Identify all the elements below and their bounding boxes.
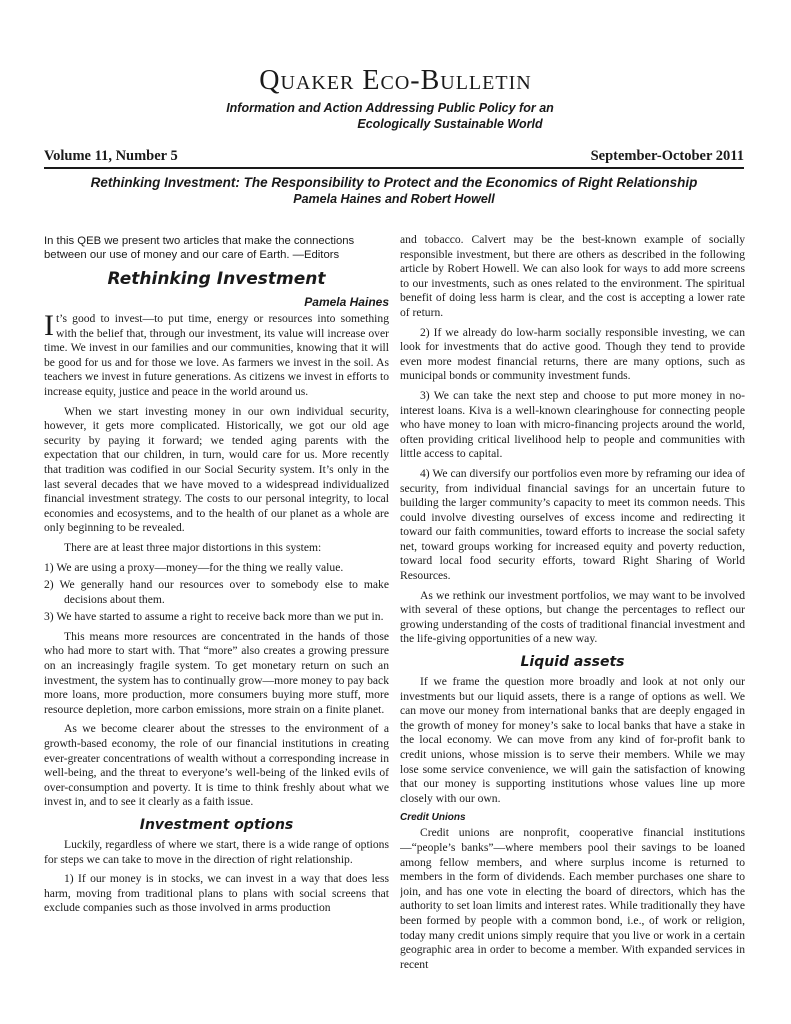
list-item: 3) We have started to assume a right to receive back more than we put in. (44, 610, 384, 624)
drop-cap: I (44, 309, 54, 342)
tagline-line-2: Ecologically Sustainable World (357, 117, 543, 131)
paragraph: There are at least three major distortions in this system: (64, 540, 322, 554)
issue-date: September-October 2011 (590, 148, 744, 164)
paragraph: This means more resources are concentrated in the hands of those who had more to start with. That “more” also creates a growing pressure on an increasingly fragile system. To get monetary return on such an investment, the system has to continually grow—more money to pay back more loans, more production, more consumers buying more stuff, more resource depletion, more carbon emissions, more strain on a finite planet. (44, 629, 389, 716)
section-title-investment-options: Investment options (139, 817, 294, 833)
paragraph: 4) We can diversify our portfolios even more by reframing our idea of security, from individual financial savings for an uncertain future to building the larger community’s capacity to meet its common needs. This could involve divesting ourselves of excess income and redirecting it toward our faith communities, toward efforts to increase the social safety net, toward groups working for increased equity and poverty reduction, toward local food security efforts, toward Right Sharing of World Resources. (400, 466, 745, 583)
editors-intro: In this QEB we present two articles that make the connections between our use of money and our care of Earth. —Editors (44, 235, 355, 261)
paragraph: 2) If we already do low-harm socially responsible investing, we can look for investments that do active good. Though they tend to provide even more modest financial returns, there are many options, such as municipal bonds or community investment funds. (400, 325, 745, 383)
issue-headline (44, 174, 744, 208)
tagline-line-1: Information and Action Addressing Public Policy for an (226, 101, 554, 115)
paragraph: and tobacco. Calvert may be the best-known example of socially responsible investment, but there are others as described in the following article by Robert Howell. We can also look for ways to add more screens to our investments, such as ones related to the environment. The spiritual benefit of doing less harm is clear, and the cost is accepting a lower rate of return. (400, 233, 745, 319)
headline-authors: Pamela Haines and Robert Howell (293, 192, 495, 206)
section-title-rethinking-investment: Rethinking Investment (107, 269, 326, 289)
list-item: 1) We are using a proxy—money—for the thing we really value. (44, 560, 344, 574)
section-title-liquid-assets: Liquid assets (520, 654, 625, 671)
paragraph: When we start investing money in our own individual security, however, it gets more complicated. Historically, we got our old age security by paying it forward; we tended aging parents with the expectation that our children, in turn, would care for us. More recently that tradition was codified in our Social Security system. It’s only in the last several decades that we have moved to a widespread individualized financial investment strategy. The costs to our personal integrity, to local economies and ecosystems, and to the health of our planet as a whole are only beginning to be revealed. (44, 404, 389, 535)
paragraph: 1) If our money is in stocks, we can invest in a way that does less harm, moving from traditional plans to plans with social screens that exclude companies such as those involved in arms production (44, 872, 389, 915)
right-column (400, 233, 745, 1021)
headline-title: Rethinking Investment: The Responsibility to Protect and the Economics of Right Relationship (90, 175, 698, 190)
newsletter-tagline (150, 100, 630, 132)
subhead-credit-unions: Credit Unions (400, 812, 466, 824)
left-column (44, 234, 389, 1022)
volume-number: Volume 11, Number 5 (44, 148, 178, 164)
header-divider (44, 167, 744, 169)
paragraph: If we frame the question more broadly and look at not only our investments but our liquid assets, there is a range of options as well. We can move our money from international banks that are deeply engaged in the growth of money for money’s sake to local banks that have a stake in the local economy. We can move from any kind of for-profit bank to credit unions, whose mission is to serve their members. While we may lose some service convenience, we will gain the satisfaction of knowing that our money is supporting institutions whose values line up more closely with our own. (400, 675, 745, 805)
paragraph: 3) We can take the next step and choose to put more money in no-interest loans. Kiva is a well-known clearinghouse for connecting people who have money to loan with micro-financing projects around the world, often providing critical livelihood help to people and communities with little access to capital. (400, 388, 745, 461)
paragraph: As we rethink our investment portfolios, we may want to be involved with several of these options, but change the percentages to reflect our growing understanding of the costs of traditional financial investment and the life-giving opportunities of a new way. (400, 588, 745, 646)
article-byline: Pamela Haines (304, 295, 389, 309)
list-item: 2) We generally hand our resources over to somebody else to make decisions about them. (44, 578, 389, 606)
paragraph: It’s good to invest—to put time, energy or resources into something with the belief that, through our investment, its value will increase over time. We invest in our families and our communities, knowing that it will be good for us and for those we love. As farmers we invest in the soil. As teachers we invest in future generations. As citizens we invest in efforts to increase equity, justice and peace in the world around us. (44, 309, 389, 398)
paragraph: Luckily, regardless of where we start, there is a wide range of options for steps we can take to move in the direction of right relationship. (44, 838, 389, 866)
distortions-list (44, 561, 389, 625)
masthead (0, 66, 791, 96)
paragraph: As we become clearer about the stresses to the environment of a growth-based economy, the role of our financial institutions in creating ever-greater concentrations of wealth without a corresponding increase in well-being, and the threat to everyone’s well-being of the linked evils of over-consumption and poverty. It is time to think freshly about what we invest in, and to see it clearly as a faith issue. (44, 722, 389, 809)
newsletter-title: Quaker Eco-Bulletin (259, 65, 532, 96)
paragraph: Credit unions are nonprofit, cooperative financial institutions—“people’s banks”—where members pool their savings to be loaned among fellow members, and where surplus income is returned to members in the form of dividends. Each member purchases one share to join, and has one vote in electing the board of directors, which has the authority to set loan limits and interest rates. While traditionally they have been formed by people with a common bond, i.e., of work or religion, today many credit unions simply require that you live or work in a certain geographic area in order to become a member. With expanded services in recent (400, 826, 745, 971)
